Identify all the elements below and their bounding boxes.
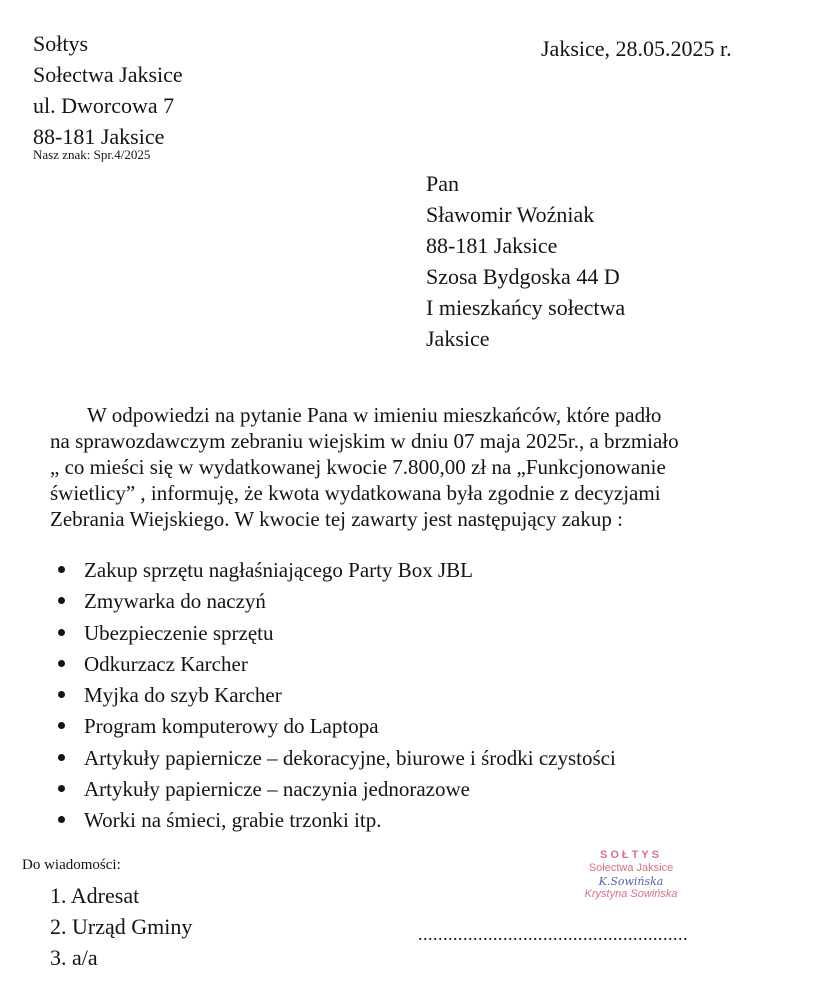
purchase-item: Worki na śmieci, grabie trzonki itp. (57, 805, 616, 836)
sender-city: 88-181 Jaksice (33, 124, 165, 149)
sender-address (33, 28, 183, 152)
body-line: świetlicy” , informuję, że kwota wydatkowana była zgodnie z decyzjami (50, 481, 661, 505)
distribution-item: 3. a/a (50, 945, 98, 970)
sender-office: Sołectwa Jaksice (33, 62, 183, 87)
letter-date: Jaksice, 28.05.2025 r. (541, 36, 732, 61)
reference-number: Nasz znak: Spr.4/2025 (33, 147, 151, 162)
stamp-signature: K.Sowińska (598, 875, 664, 888)
distribution-item: 1. Adresat (50, 883, 140, 908)
distribution-item: 2. Urząd Gminy (50, 914, 193, 939)
purchase-list (57, 555, 616, 837)
official-stamp (556, 848, 706, 901)
body-line: na sprawozdawczym zebraniu wiejskim w dniu 07 maja 2025r., a brzmiało (50, 429, 679, 453)
purchase-item: Odkurzacz Karcher (57, 649, 616, 680)
purchase-item: Artykuły papiernicze – dekoracyjne, biurowe i środki czystości (57, 743, 616, 774)
recipient-address (426, 168, 625, 354)
purchase-item: Zmywarka do naczyń (57, 586, 616, 617)
body-line: W odpowiedzi na pytanie Pana w imieniu mieszkańców, które padło (87, 403, 662, 427)
recipient-extra-2: Jaksice (426, 326, 490, 351)
sender-title: Sołtys (33, 31, 89, 56)
sender-street: ul. Dworcowa 7 (33, 93, 175, 118)
signature-line: ...................................................... (418, 924, 688, 944)
stamp-title: SOŁTYS (599, 849, 662, 861)
distribution-label: Do wiadomości: (22, 857, 121, 873)
body-line: „ co mieści się w wydatkowanej kwocie 7.800,00 zł na „Funkcjonowanie (50, 455, 666, 479)
distribution-list (50, 880, 192, 973)
purchase-item: Ubezpieczenie sprzętu (57, 618, 616, 649)
stamp-name: Krystyna Sowińska (584, 888, 678, 900)
stamp-office: Sołectwa Jaksice (588, 862, 674, 874)
purchase-item: Myjka do szyb Karcher (57, 680, 616, 711)
purchase-item: Program komputerowy do Laptopa (57, 711, 616, 742)
recipient-name: Sławomir Woźniak (426, 202, 595, 227)
recipient-city: 88-181 Jaksice (426, 233, 558, 258)
recipient-street: Szosa Bydgoska 44 D (426, 264, 620, 289)
recipient-salutation: Pan (426, 171, 459, 196)
purchase-item: Artykuły papiernicze – naczynia jednorazowe (57, 774, 616, 805)
letter-body (50, 402, 679, 532)
body-line: Zebrania Wiejskiego. W kwocie tej zawarty jest następujący zakup : (50, 507, 623, 531)
recipient-extra: I mieszkańcy sołectwa (426, 295, 626, 320)
purchase-item: Zakup sprzętu nagłaśniającego Party Box JBL (57, 555, 616, 586)
